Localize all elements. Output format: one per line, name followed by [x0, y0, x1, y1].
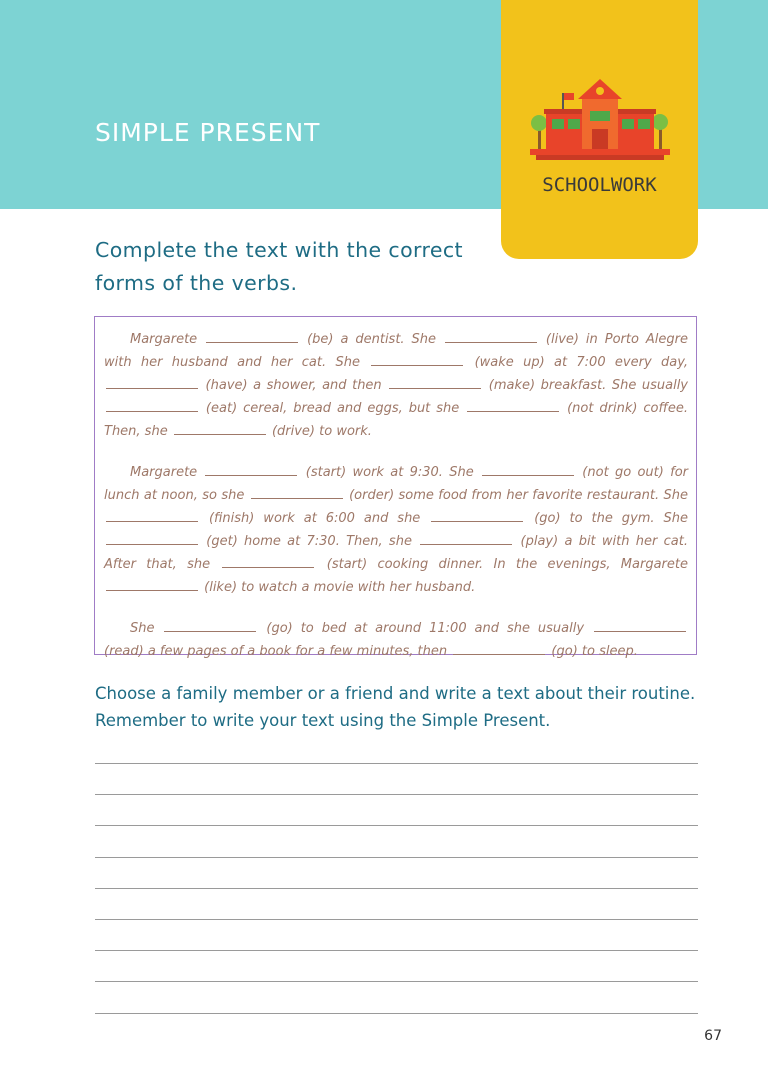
exercise-paragraph [104, 461, 688, 599]
exercise-text: (eat) cereal, bread and eggs, but she [200, 401, 466, 416]
page-title: SIMPLE PRESENT [95, 118, 321, 147]
exercise-text: (finish) work at 6:00 and she [200, 511, 430, 526]
exercise-text: (go) to sleep. [547, 644, 638, 659]
answer-blank[interactable] [389, 374, 481, 389]
exercise-text: (have) a shower, and then [200, 378, 388, 393]
exercise-text: (start) cooking dinner. In the evenings, Margarete [316, 557, 688, 572]
answer-blank[interactable] [467, 397, 559, 412]
answer-blank[interactable] [205, 461, 297, 476]
exercise-text: (not go out) for lunch at noon, so she [104, 465, 688, 503]
writing-line[interactable] [95, 1013, 698, 1014]
exercise-text: Margarete [130, 332, 205, 347]
answer-blank[interactable] [106, 374, 198, 389]
answer-blank[interactable] [106, 397, 198, 412]
exercise-text: (get) home at 7:30. Then, she [200, 534, 419, 549]
answer-blank[interactable] [206, 328, 298, 343]
page-number: 67 [704, 1028, 722, 1044]
answer-blank[interactable] [222, 553, 314, 568]
exercise-text: (start) work at 9:30. She [299, 465, 481, 480]
answer-blank[interactable] [106, 576, 198, 591]
exercise-text: Margarete [130, 465, 204, 480]
badge-label: SCHOOLWORK [542, 174, 657, 196]
answer-blank[interactable] [106, 530, 198, 545]
exercise-text: (like) to watch a movie with her husband. [200, 580, 476, 595]
answer-blank[interactable] [420, 530, 512, 545]
exercise-text: (go) to the gym. She [525, 511, 688, 526]
answer-blank[interactable] [164, 617, 256, 632]
writing-line[interactable] [95, 950, 698, 951]
exercise-text: (make) breakfast. She usually [483, 378, 688, 393]
answer-blank[interactable] [174, 420, 266, 435]
exercise-text: (play) a bit with her cat. After that, she [104, 534, 688, 572]
writing-line[interactable] [95, 888, 698, 889]
exercise-text: (drive) to work. [267, 424, 372, 439]
answer-blank[interactable] [251, 484, 343, 499]
schoolwork-badge [501, 0, 698, 259]
writing-line[interactable] [95, 825, 698, 826]
exercise-1-instruction: Complete the text with the correct forms of the verbs. [95, 238, 463, 295]
answer-blank[interactable] [453, 640, 545, 655]
answer-blank[interactable] [431, 507, 523, 522]
writing-line[interactable] [95, 857, 698, 858]
answer-blank[interactable] [106, 507, 198, 522]
exercise-text: She [130, 621, 163, 636]
exercise-text: (be) a dentist. She [300, 332, 443, 347]
answer-blank[interactable] [482, 461, 574, 476]
exercise-text: (live) in Porto Alegre with her husband and her cat. She [104, 332, 688, 370]
exercise-text: (order) some food from her favorite restaurant. She [344, 488, 688, 503]
answer-blank[interactable] [371, 351, 463, 366]
fill-in-exercise-box [94, 316, 697, 659]
exercise-paragraph [104, 617, 688, 663]
writing-line[interactable] [95, 763, 698, 764]
school-building-icon [526, 75, 674, 165]
writing-line[interactable] [95, 919, 698, 920]
exercise-text: (wake up) at 7:00 every day, [465, 355, 689, 370]
exercise-text: (go) to bed at around 11:00 and she usually [258, 621, 592, 636]
exercise-text: (not drink) coffee. Then, she [104, 401, 688, 439]
exercise-2-instruction: Choose a family member or a friend and write a text about their routine. Remember to write your text using the Simple Present. [95, 684, 696, 730]
writing-line[interactable] [95, 981, 698, 982]
answer-blank[interactable] [594, 617, 686, 632]
exercise-text: (read) a few pages of a book for a few minutes, then [104, 644, 452, 659]
writing-line[interactable] [95, 794, 698, 795]
exercise-paragraph [104, 328, 688, 443]
answer-blank[interactable] [445, 328, 537, 343]
